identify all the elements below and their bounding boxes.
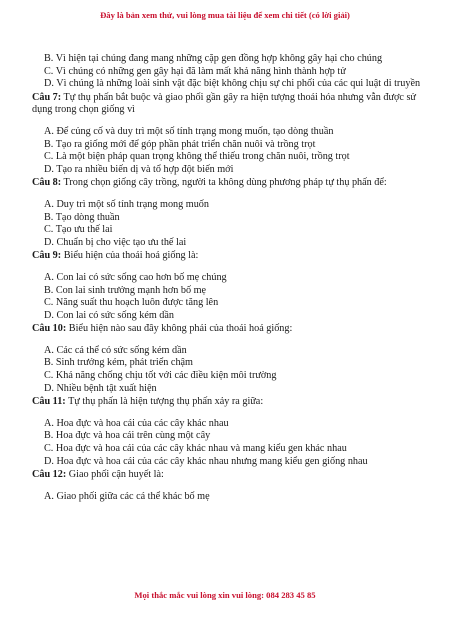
contact-footer: Mọi thắc mắc vui lòng xin vui lòng: 084 283 45 85 bbox=[134, 590, 316, 600]
question-label: Câu 10: bbox=[32, 323, 67, 335]
option: C. Là một biện pháp quan trọng không thể thiếu trong chăn nuôi, trồng trọt bbox=[44, 151, 350, 163]
option: C. Vì chúng có những gen gây hại đã làm mất khả năng hình thành hợp tử bbox=[44, 65, 346, 77]
question-text: Giao phối cận huyết là: bbox=[68, 469, 164, 481]
document-content bbox=[32, 53, 430, 503]
question-7 bbox=[32, 92, 430, 117]
option: D. Con lai có sức sống kém dần bbox=[44, 309, 175, 321]
option: C. Năng suất thu hoạch luôn được tăng lên bbox=[44, 297, 219, 309]
option: A. Giao phối giữa các cá thể khác bố mẹ bbox=[44, 490, 210, 502]
option: B. Con lai sinh trưởng mạnh hơn bố mẹ bbox=[44, 284, 207, 296]
option: D. Chuẩn bị cho việc tạo ưu thế lai bbox=[44, 236, 187, 248]
option: A. Con lai có sức sống cao hơn bố mẹ chúng bbox=[44, 271, 227, 283]
question-label: Câu 7: bbox=[32, 91, 62, 103]
option: A. Các cá thể có sức sống kém dần bbox=[44, 344, 187, 356]
option: B. Tạo dòng thuần bbox=[44, 211, 120, 223]
preview-banner: Đây là bản xem thử, vui lòng mua tài liệu để xem chi tiết (có lời giải) bbox=[100, 10, 350, 20]
option: D. Nhiều bệnh tật xuất hiện bbox=[44, 382, 157, 394]
question-text: Tự thụ phấn là hiện tượng thụ phấn xảy ra giữa: bbox=[68, 396, 264, 408]
question-11 bbox=[32, 396, 430, 409]
question-12 bbox=[32, 469, 430, 482]
option: B. Tạo ra giống mới để góp phần phát triển chăn nuôi và trồng trọt bbox=[44, 138, 316, 150]
question-9 bbox=[32, 250, 430, 263]
option: C. Hoa đực và hoa cái của các cây khác nhau và mang kiểu gen khác nhau bbox=[44, 443, 347, 455]
question-text: Trong chọn giống cây trồng, người ta không dùng phương pháp tự thụ phấn để: bbox=[63, 177, 387, 189]
option: A. Hoa đực và hoa cái của các cây khác nhau bbox=[44, 417, 229, 429]
option: D. Tạo ra nhiều biến dị và tổ hợp đột biến mới bbox=[44, 163, 234, 175]
question-text: Tự thụ phấn bắt buộc và giao phối gần gây ra hiện tượng thoái hóa nhưng vẫn được sử dụng trong chọn giống vì bbox=[32, 91, 416, 116]
option: D. Hoa đực và hoa cái của các cây khác nhau nhưng mang kiểu gen giống nhau bbox=[44, 455, 368, 467]
question-8 bbox=[32, 177, 430, 190]
question-10 bbox=[32, 323, 430, 336]
option: A. Duy trì một số tính trạng mong muốn bbox=[44, 198, 209, 210]
question-label: Câu 11: bbox=[32, 396, 66, 408]
option: C. Tạo ưu thế lai bbox=[44, 224, 113, 236]
option: B. Sinh trưởng kém, phát triển chậm bbox=[44, 357, 193, 369]
option: A. Để củng cố và duy trì một số tính trạng mong muốn, tạo dòng thuần bbox=[44, 125, 334, 137]
option: D. Vì chúng là những loài sinh vật đặc biệt không chịu sự chi phối của các qui luật di truyền bbox=[44, 78, 421, 90]
question-text: Biểu hiện nào sau đây không phải của thoái hoá giống: bbox=[68, 323, 293, 335]
question-text: Biểu hiện của thoái hoá giống là: bbox=[63, 250, 199, 262]
question-label: Câu 9: bbox=[32, 250, 62, 262]
option: B. Vì hiện tại chúng đang mang những cặp gen đồng hợp không gây hại cho chúng bbox=[44, 53, 383, 64]
option: B. Hoa đực và hoa cái trên cùng một cây bbox=[44, 430, 211, 442]
question-label: Câu 12: bbox=[32, 469, 67, 481]
question-label: Câu 8: bbox=[32, 177, 62, 189]
option: C. Khả năng chống chịu tốt với các điều kiện môi trường bbox=[44, 370, 277, 382]
